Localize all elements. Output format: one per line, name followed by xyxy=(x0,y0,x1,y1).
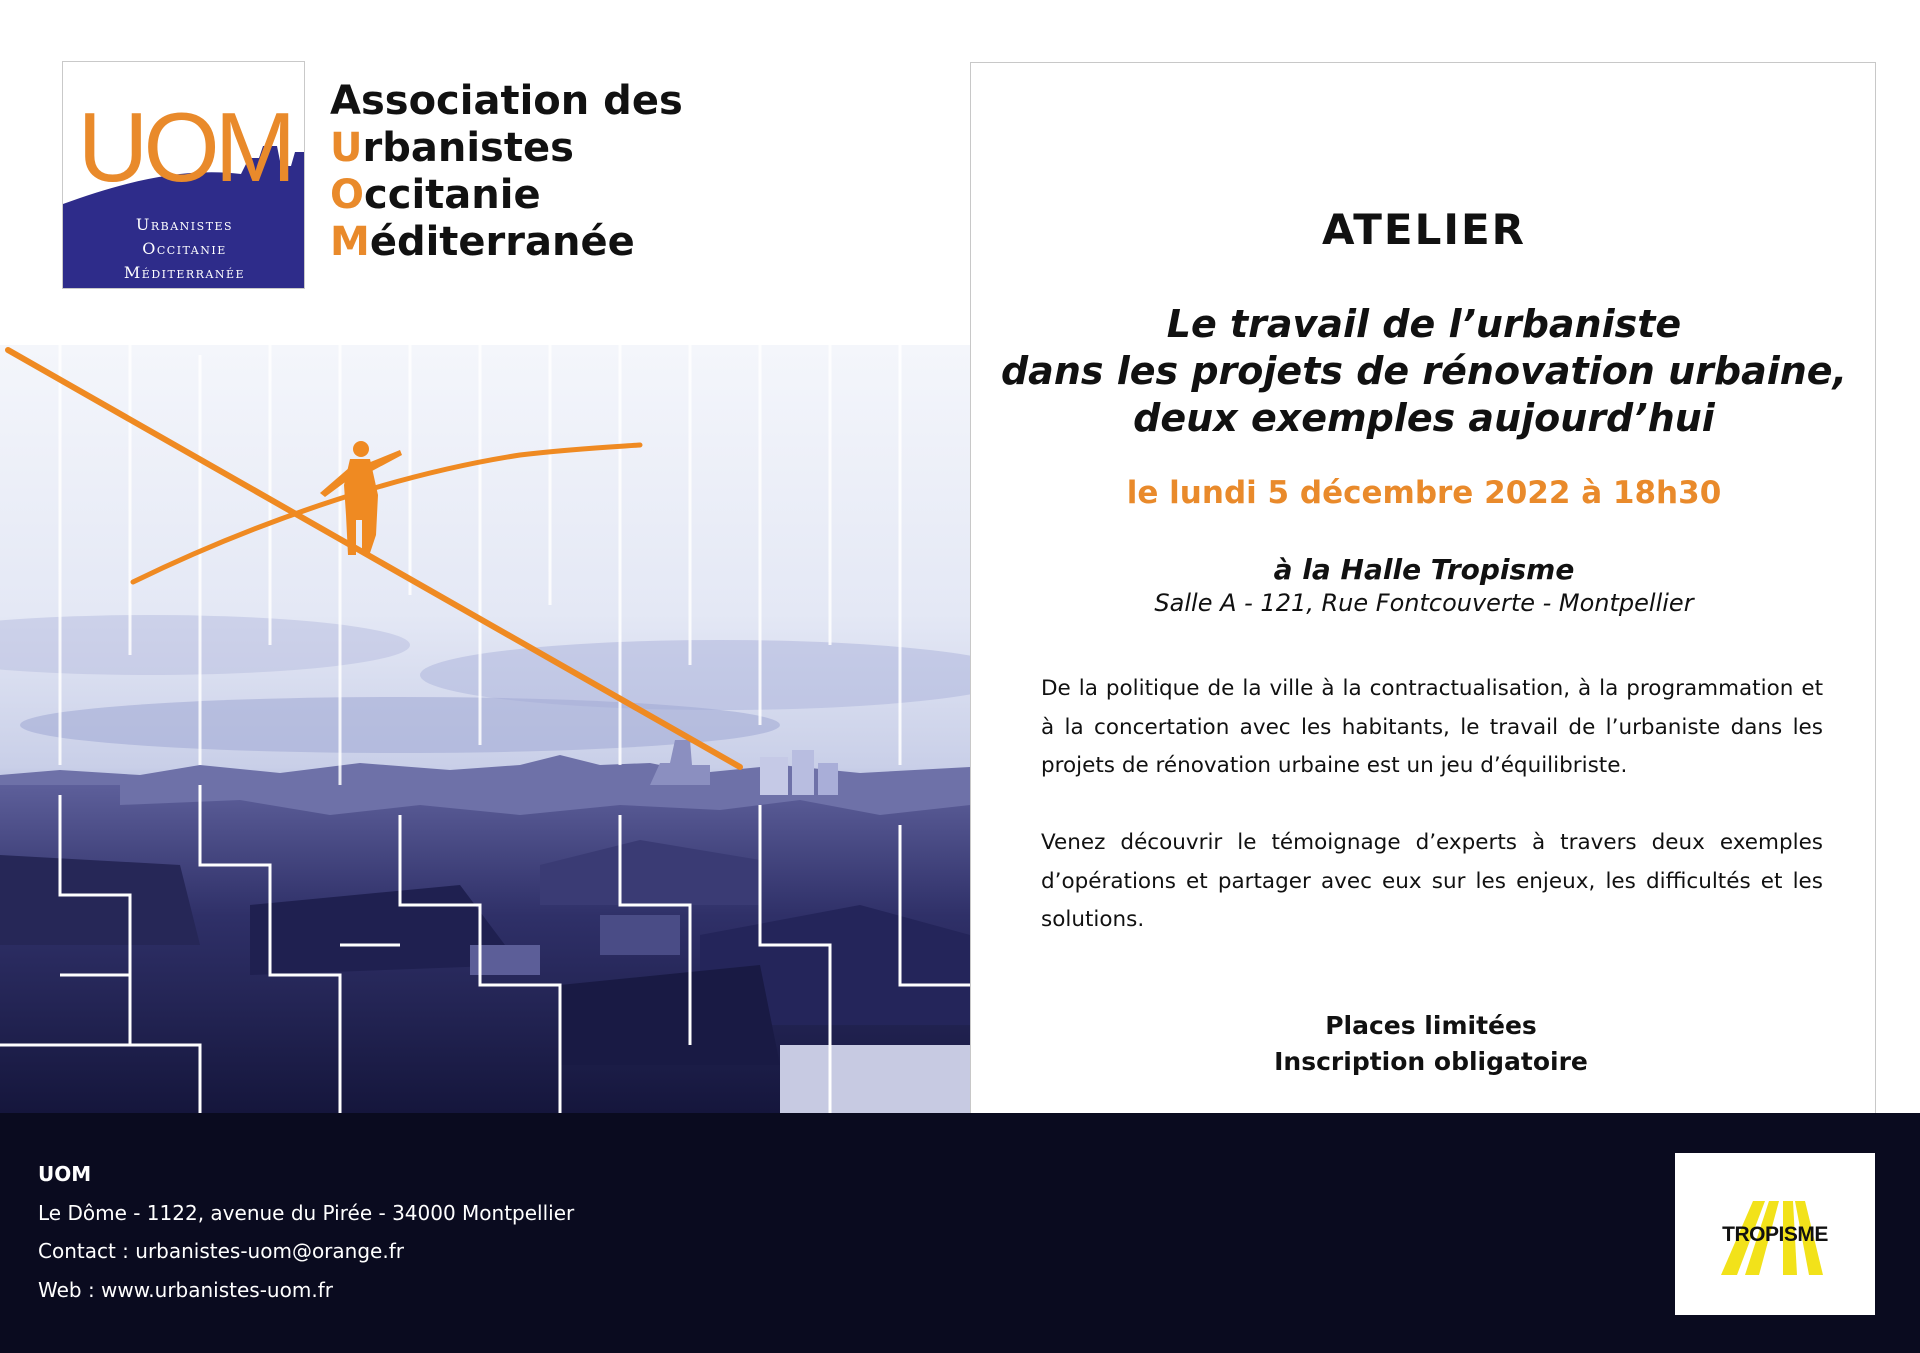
footer-web: Web : www.urbanistes-uom.fr xyxy=(38,1278,333,1302)
event-date: le lundi 5 décembre 2022 à 18h30 xyxy=(1126,475,1722,511)
event-subtitle xyxy=(971,301,1877,442)
association-word-mediterranee: éditerranée xyxy=(369,219,635,265)
uom-logo-sub-occitanie: Occitanie xyxy=(142,239,227,258)
event-address: Salle A - 121, Rue Fontcouverte - Montpellier xyxy=(1154,589,1694,617)
footer-address: Le Dôme - 1122, avenue du Pirée - 34000 Montpellier xyxy=(38,1201,575,1225)
footer-org: UOM xyxy=(38,1162,92,1186)
association-initial-u: U xyxy=(330,125,363,171)
event-info-panel xyxy=(970,62,1876,1113)
uom-logo-sub-mediterranee: Méditerranée xyxy=(123,263,246,282)
tropisme-logo-text: TROPISME xyxy=(1722,1223,1828,1246)
event-description-paragraph-1: De la politique de la ville à la contractualisation, à la programmation et à la concertation avec les habitants, le travail de l’urbaniste dans les projets de rénovation urbaine est un jeu d’équilibriste. xyxy=(1041,676,1823,778)
event-description-paragraph-2: Venez découvrir le témoignage d’experts à travers deux exemples d’opérations et partager avec eux sur les enjeux, les difficultés et les solutions. xyxy=(1041,830,1823,932)
tropisme-logo xyxy=(1675,1153,1875,1315)
registration-notice xyxy=(971,1008,1891,1080)
uom-logo xyxy=(62,61,305,289)
association-word-urbanistes: rbanistes xyxy=(362,125,574,171)
event-venue: à la Halle Tropisme xyxy=(1273,553,1575,586)
places-limited: Places limitées xyxy=(1325,1011,1537,1040)
footer-contact: Contact : urbanistes-uom@orange.fr xyxy=(38,1239,404,1263)
event-subtitle-line-2: dans les projets de rénovation urbaine, xyxy=(1000,349,1848,393)
registration-required: Inscription obligatoire xyxy=(1274,1047,1588,1076)
association-line-3 xyxy=(330,172,683,219)
uom-logo-sub-urbanistes: Urbanistes xyxy=(135,215,234,234)
association-line-4 xyxy=(330,219,683,266)
association-line-1: Association des xyxy=(330,78,683,124)
association-name xyxy=(330,78,683,266)
association-initial-o: O xyxy=(330,172,365,218)
association-word-occitanie: ccitanie xyxy=(364,172,541,218)
uom-logo-letters: UOM xyxy=(77,92,292,202)
event-subtitle-line-1: Le travail de l’urbaniste xyxy=(1166,302,1682,346)
association-line-2 xyxy=(330,125,683,172)
event-subtitle-line-3: deux exemples aujourd’hui xyxy=(1133,396,1715,440)
association-initial-m: M xyxy=(330,219,370,265)
footer xyxy=(0,1113,1920,1353)
event-title: ATELIER xyxy=(1321,205,1526,254)
tightrope-city-illustration xyxy=(0,345,970,1113)
